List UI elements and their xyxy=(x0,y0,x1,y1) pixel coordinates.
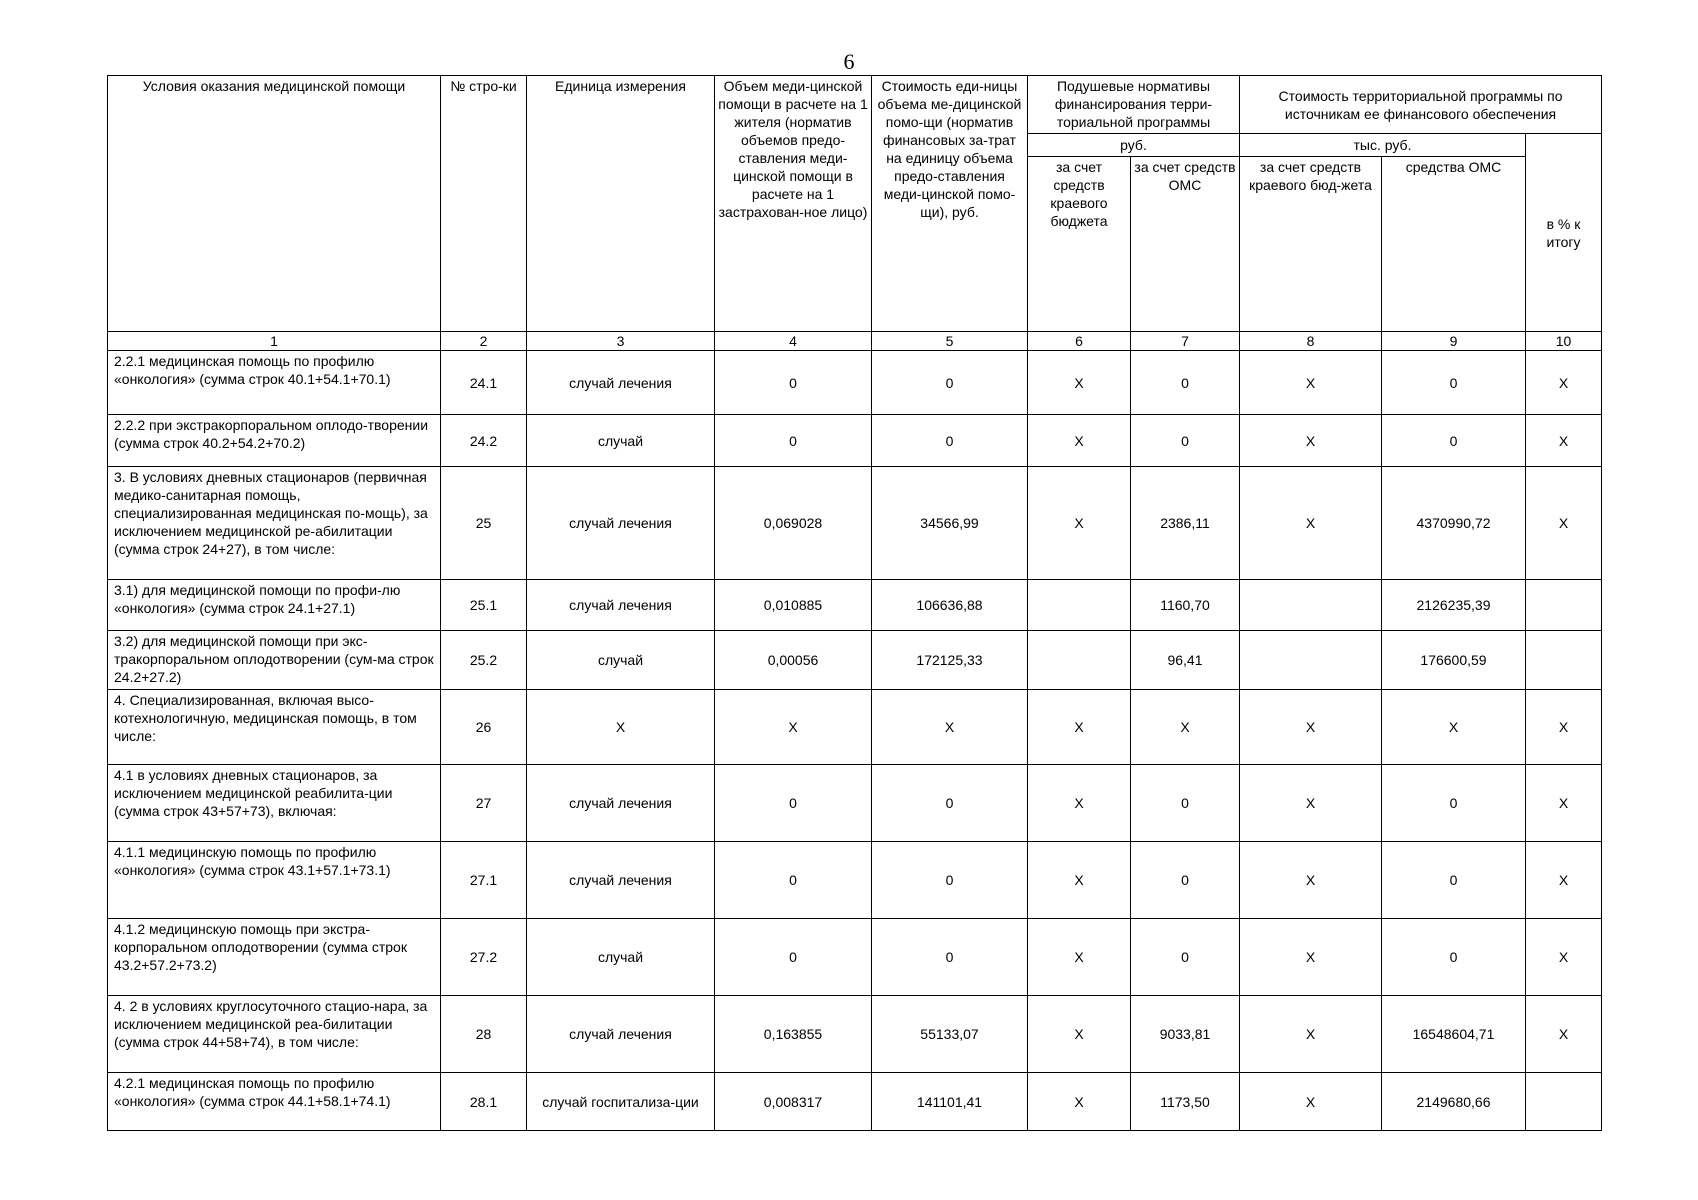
row-per-capita-oms: 0 xyxy=(1131,351,1240,415)
column-number: 4 xyxy=(715,332,872,351)
row-cost-oms: X xyxy=(1382,690,1526,765)
financing-table xyxy=(107,75,1602,1131)
table-row xyxy=(108,765,1602,842)
row-unit-cost: 0 xyxy=(872,415,1028,467)
row-unit-cost: 106636,88 xyxy=(872,580,1028,631)
row-percent: X xyxy=(1526,415,1602,467)
row-unit: случай лечения xyxy=(527,580,715,631)
row-per-capita-oms: 1160,70 xyxy=(1131,580,1240,631)
row-unit-cost: 0 xyxy=(872,842,1028,919)
row-line-number: 28 xyxy=(441,996,527,1073)
row-label: 4.2.1 медицинская помощь по профилю «онкология» (сумма строк 44.1+58.1+74.1) xyxy=(108,1073,441,1131)
row-line-number: 28.1 xyxy=(441,1073,527,1131)
row-line-number: 24.2 xyxy=(441,415,527,467)
row-unit: случай лечения xyxy=(527,351,715,415)
row-percent xyxy=(1526,1073,1602,1131)
row-percent: X xyxy=(1526,690,1602,765)
column-number: 10 xyxy=(1526,332,1602,351)
row-volume: 0 xyxy=(715,415,872,467)
column-number: 1 xyxy=(108,332,441,351)
column-number: 8 xyxy=(1240,332,1382,351)
row-label: 2.2.2 при экстракорпоральном оплодо-творении (сумма строк 40.2+54.2+70.2) xyxy=(108,415,441,467)
row-cost-oms: 0 xyxy=(1382,415,1526,467)
column-number: 6 xyxy=(1028,332,1131,351)
row-per-capita-budget: X xyxy=(1028,351,1131,415)
row-volume: 0 xyxy=(715,842,872,919)
row-per-capita-budget xyxy=(1028,631,1131,690)
row-cost-budget: X xyxy=(1240,765,1382,842)
row-volume: 0,163855 xyxy=(715,996,872,1073)
row-unit: случай лечения xyxy=(527,765,715,842)
row-cost-oms: 16548604,71 xyxy=(1382,996,1526,1073)
row-volume: 0 xyxy=(715,765,872,842)
header-per-capita-budget: за счет средств краевого бюджета xyxy=(1028,157,1131,332)
row-unit: случай лечения xyxy=(527,467,715,580)
row-unit-cost: 34566,99 xyxy=(872,467,1028,580)
header-row-1 xyxy=(108,76,1602,134)
table-row xyxy=(108,631,1602,690)
row-per-capita-oms: 0 xyxy=(1131,919,1240,996)
row-percent: X xyxy=(1526,919,1602,996)
header-unit-cost: Стоимость еди-ницы объема ме-дицинской помо-щи (норматив финансовых за-трат на единицу объема предо-ставления меди-цинской помо-щи), руб. xyxy=(872,76,1028,332)
row-cost-oms: 2126235,39 xyxy=(1382,580,1526,631)
row-volume: 0,069028 xyxy=(715,467,872,580)
header-unit: Единица измерения xyxy=(527,76,715,332)
row-label: 4.1 в условиях дневных стационаров, за исключением медицинской реабилита-ции (сумма строк 43+57+73), включая: xyxy=(108,765,441,842)
header-line-number: № стро-ки xyxy=(441,76,527,332)
header-conditions: Условия оказания медицинской помощи xyxy=(108,76,441,332)
row-cost-oms: 0 xyxy=(1382,351,1526,415)
row-percent: X xyxy=(1526,996,1602,1073)
row-percent: X xyxy=(1526,351,1602,415)
row-per-capita-oms: 0 xyxy=(1131,842,1240,919)
row-label: 4.1.1 медицинскую помощь по профилю «онкология» (сумма строк 43.1+57.1+73.1) xyxy=(108,842,441,919)
row-unit-cost: X xyxy=(872,690,1028,765)
row-per-capita-oms: 0 xyxy=(1131,765,1240,842)
row-volume: 0,008317 xyxy=(715,1073,872,1131)
row-per-capita-budget: X xyxy=(1028,467,1131,580)
row-unit: случай лечения xyxy=(527,996,715,1073)
table-row xyxy=(108,351,1602,415)
header-program-cost-group: Стоимость территориальной программы по источникам ее финансового обеспечения xyxy=(1240,76,1602,134)
row-cost-budget: X xyxy=(1240,415,1382,467)
row-unit: случай xyxy=(527,631,715,690)
header-cost-budget: за счет средств краевого бюд-жета xyxy=(1240,157,1382,332)
row-per-capita-oms: 1173,50 xyxy=(1131,1073,1240,1131)
row-label: 4.1.2 медицинскую помощь при экстра-корпоральном оплодотворении (сумма строк 43.2+57.2+73.2) xyxy=(108,919,441,996)
column-number: 9 xyxy=(1382,332,1526,351)
header-program-cost-unit: тыс. руб. xyxy=(1240,134,1526,157)
row-cost-budget: X xyxy=(1240,842,1382,919)
row-cost-budget: X xyxy=(1240,467,1382,580)
table-row xyxy=(108,467,1602,580)
row-cost-oms: 176600,59 xyxy=(1382,631,1526,690)
row-unit: случай xyxy=(527,415,715,467)
header-volume: Объем меди-цинской помощи в расчете на 1 жителя (норматив объемов предо-ставления меди-цинской помощи в расчете на 1 застрахован-ное лицо) xyxy=(715,76,872,332)
table-row xyxy=(108,415,1602,467)
column-numbers-row xyxy=(108,332,1602,351)
table-row xyxy=(108,1073,1602,1131)
row-per-capita-budget: X xyxy=(1028,1073,1131,1131)
row-cost-oms: 2149680,66 xyxy=(1382,1073,1526,1131)
row-cost-oms: 4370990,72 xyxy=(1382,467,1526,580)
row-cost-oms: 0 xyxy=(1382,765,1526,842)
row-unit-cost: 0 xyxy=(872,919,1028,996)
row-line-number: 27.2 xyxy=(441,919,527,996)
row-label: 3. В условиях дневных стационаров (первичная медико-санитарная помощь, специализированная медицинская по-мощь), за исключением медицинской ре-абилитации (сумма строк 24+27), в том числе: xyxy=(108,467,441,580)
row-per-capita-budget xyxy=(1028,580,1131,631)
row-cost-budget: X xyxy=(1240,919,1382,996)
row-volume: 0 xyxy=(715,351,872,415)
row-cost-oms: 0 xyxy=(1382,842,1526,919)
row-per-capita-budget: X xyxy=(1028,765,1131,842)
row-line-number: 24.1 xyxy=(441,351,527,415)
row-per-capita-oms: 2386,11 xyxy=(1131,467,1240,580)
row-unit: случай госпитализа-ции xyxy=(527,1073,715,1131)
column-number: 2 xyxy=(441,332,527,351)
row-label: 4. Специализированная, включая высо-котехнологичную, медицинская помощь, в том числе: xyxy=(108,690,441,765)
row-label: 4. 2 в условиях круглосуточного стацио-нара, за исключением медицинской реа-билитации (сумма строк 44+58+74), в том числе: xyxy=(108,996,441,1073)
table-row xyxy=(108,996,1602,1073)
row-per-capita-oms: 9033,81 xyxy=(1131,996,1240,1073)
header-percent: в % к итогу xyxy=(1526,134,1602,332)
row-unit: X xyxy=(527,690,715,765)
row-cost-budget: X xyxy=(1240,690,1382,765)
row-per-capita-budget: X xyxy=(1028,919,1131,996)
row-per-capita-oms: X xyxy=(1131,690,1240,765)
row-per-capita-budget: X xyxy=(1028,690,1131,765)
row-cost-budget: X xyxy=(1240,351,1382,415)
row-line-number: 27 xyxy=(441,765,527,842)
row-line-number: 25 xyxy=(441,467,527,580)
row-per-capita-budget: X xyxy=(1028,996,1131,1073)
row-per-capita-budget: X xyxy=(1028,415,1131,467)
page-number: 6 xyxy=(843,49,855,74)
row-per-capita-oms: 96,41 xyxy=(1131,631,1240,690)
row-unit-cost: 0 xyxy=(872,351,1028,415)
row-percent xyxy=(1526,631,1602,690)
row-volume: 0,010885 xyxy=(715,580,872,631)
column-number: 7 xyxy=(1131,332,1240,351)
row-percent: X xyxy=(1526,765,1602,842)
row-unit-cost: 0 xyxy=(872,765,1028,842)
table-row xyxy=(108,919,1602,996)
row-unit: случай xyxy=(527,919,715,996)
row-cost-oms: 0 xyxy=(1382,919,1526,996)
row-percent: X xyxy=(1526,467,1602,580)
table-row xyxy=(108,842,1602,919)
table-row xyxy=(108,690,1602,765)
row-cost-budget xyxy=(1240,631,1382,690)
row-cost-budget: X xyxy=(1240,1073,1382,1131)
row-unit-cost: 172125,33 xyxy=(872,631,1028,690)
column-number: 5 xyxy=(872,332,1028,351)
header-per-capita-oms: за счет средств ОМС xyxy=(1131,157,1240,332)
row-percent xyxy=(1526,580,1602,631)
column-number: 3 xyxy=(527,332,715,351)
table-row xyxy=(108,580,1602,631)
row-cost-budget: X xyxy=(1240,996,1382,1073)
row-volume: 0 xyxy=(715,919,872,996)
row-unit-cost: 141101,41 xyxy=(872,1073,1028,1131)
row-unit: случай лечения xyxy=(527,842,715,919)
row-volume: 0,00056 xyxy=(715,631,872,690)
row-per-capita-budget: X xyxy=(1028,842,1131,919)
row-line-number: 25.2 xyxy=(441,631,527,690)
row-line-number: 25.1 xyxy=(441,580,527,631)
row-percent: X xyxy=(1526,842,1602,919)
header-per-capita-unit: руб. xyxy=(1028,134,1240,157)
header-cost-oms: средства ОМС xyxy=(1382,157,1526,332)
header-per-capita-group: Подушевые нормативы финансирования терри-ториальной программы xyxy=(1028,76,1240,134)
row-line-number: 27.1 xyxy=(441,842,527,919)
row-unit-cost: 55133,07 xyxy=(872,996,1028,1073)
row-label: 3.2) для медицинской помощи при экс-тракорпоральном оплодотворении (сум-ма строк 24.2+27.2) xyxy=(108,631,441,690)
row-volume: X xyxy=(715,690,872,765)
row-line-number: 26 xyxy=(441,690,527,765)
row-label: 2.2.1 медицинская помощь по профилю «онкология» (сумма строк 40.1+54.1+70.1) xyxy=(108,351,441,415)
row-label: 3.1) для медицинской помощи по профи-лю «онкология» (сумма строк 24.1+27.1) xyxy=(108,580,441,631)
row-per-capita-oms: 0 xyxy=(1131,415,1240,467)
row-cost-budget xyxy=(1240,580,1382,631)
